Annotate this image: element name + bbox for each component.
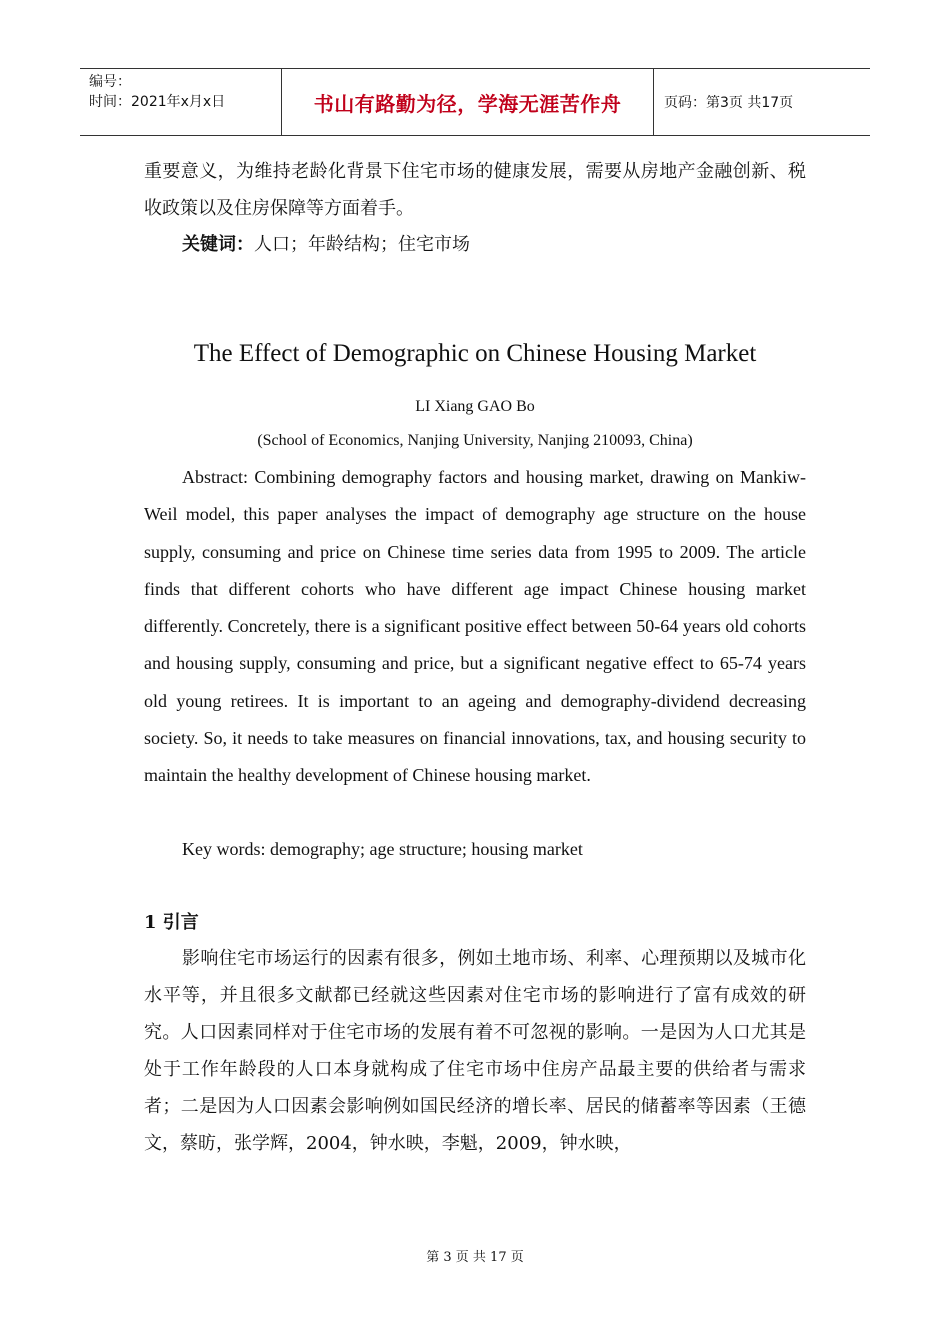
cn-abstract-tail: 重要意义，为维持老龄化背景下住宅市场的健康发展，需要从房地产金融创新、税收政策以及住房保障等方面着手。 xyxy=(144,161,806,219)
en-keywords: Key words: demography; age structure; housing market xyxy=(182,839,583,859)
cn-keywords-line xyxy=(144,226,806,263)
header-page-label: 页码：第3页 共17页 xyxy=(664,95,794,111)
header-meta xyxy=(80,69,281,135)
page-header xyxy=(80,68,870,136)
en-affiliation: (School of Economics, Nanjing University, Nanjing 210093, China) xyxy=(257,432,693,449)
cn-keywords-label: 关键词： xyxy=(182,234,254,255)
header-motto-cell xyxy=(281,69,654,135)
page-footer: 第 3 页 共 17 页 xyxy=(426,1250,524,1265)
section-body: 影响住宅市场运行的因素有很多，例如土地市场、利率、心理预期以及城市化水平等，并且很多文献都已经就这些因素对住宅市场的影响进行了富有成效的研究。人口因素同样对于住宅市场的发展有着不可忽视的影响。一是因为人口尤其是处于工作年龄段的人口本身就构成了住宅市场中住房产品最主要的供给者与需求者；二是因为人口因素会影响例如国民经济的增长率、居民的储蓄率等因素（王德文，蔡昉，张学辉，2004，钟水映，李魁，2009，钟水映， xyxy=(144,948,806,1154)
en-title: The Effect of Demographic on Chinese Housing Market xyxy=(193,340,757,367)
header-number-label: 编号： xyxy=(89,74,131,90)
header-motto: 书山有路勤为径，学海无涯苦作舟 xyxy=(313,91,622,116)
en-authors: LI Xiang GAO Bo xyxy=(415,398,535,415)
cn-keywords: 人口；年龄结构；住宅市场 xyxy=(254,234,470,255)
header-page-cell xyxy=(654,69,870,135)
en-abstract: Abstract: Combining demography factors and housing market, drawing on Mankiw-Weil model, this paper analyses the impact of demography age structure on the house supply, consuming and price on Chinese time series data from 1995 to 2009. The article finds that different cohorts who have different age impact Chinese housing market differently. Concretely, there is a significant positive effect between 50-64 years old cohorts and housing supply, consuming and price, but a significant negative effect to 65-74 years old young retirees. It is important to an ageing and demography-dividend decreasing society. So, it needs to take measures on financial innovations, tax, and housing security to maintain the healthy development of Chinese housing market. xyxy=(144,467,806,786)
header-time-label: 时间：2021年x月x日 xyxy=(89,94,226,110)
section-heading: 1 引言 xyxy=(144,912,199,933)
